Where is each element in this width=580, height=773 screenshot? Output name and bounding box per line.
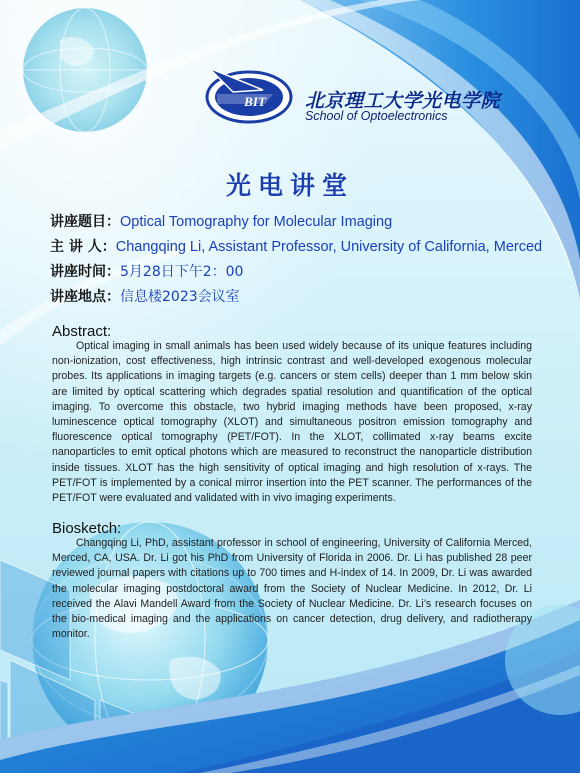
speaker-value: Changqing Li, Assistant Professor, University of California, Merced xyxy=(115,239,543,255)
abstract-text: Optical imaging in small animals has been used widely because of its unique features including non-ionization, cost effectiveness, high intrinsic contrast and well-developed exogenous molecular probes. Its applications in imaging targets (e.g. cancers or stem cells) deeper than 1 mm below skin are limited by optical scattering which degrades spatial resolution and quantification of the optical imaging. To overcome this obstacle, two hybrid imaging methods have been proposed, x-ray luminescence optical tomography (XLOT) and simultaneous positron emission tomography and fluorescence optical tomography (PET/FOT). In the XLOT, collimated x-ray beams excite nanoparticles to emit optical photons which are measured to reconstruct the nanoparticle distribution inside tissues. XLOT has the high sensitivity of optical imaging and high resolution of x-rays. The PET/FOT is implemented by a conical mirror insertion into the PET scanner. The performances of the PET/FOT were evaluated and validated with in vivo imaging experiments. xyxy=(52,340,532,505)
time-value: 5月28日下午2：00 xyxy=(120,264,244,280)
biosketch-text: Changqing Li, PhD, assistant professor in school of engineering, University of California Merced, Merced, CA, USA. Dr. Li got his PhD from University of Florida in 2006. Dr. Li has published 28 peer reviewed journal papers with citations up to 700 times and H-index of 14. In 2009, Dr. Li was awarded the molecular imaging postdoctoral award from the Society of Nuclear Medicine. In 2012, Dr. Li received the Alavi Mandell Award from the Society of Nuclear Medicine. Dr. Li’s research focuses on the bio-medical imaging and the applications on cancer detection, drug delivery, and radiotherapy monitor. xyxy=(52,537,532,641)
time-label: 讲座时间： xyxy=(50,264,120,280)
bit-emblem-icon xyxy=(203,64,299,126)
university-logo-block xyxy=(203,64,503,134)
speaker-label: 主 讲 人： xyxy=(50,239,116,255)
location-label: 讲座地点： xyxy=(50,289,120,305)
info-row-topic xyxy=(50,211,392,231)
topic-label: 讲座题目： xyxy=(50,214,120,230)
info-row-location xyxy=(50,286,240,306)
info-row-time xyxy=(50,261,243,281)
info-row-speaker xyxy=(50,236,542,256)
abstract-heading: Abstract: xyxy=(52,323,112,340)
emblem-text: BIT xyxy=(244,94,266,109)
topic-value: Optical Tomography for Molecular Imaging xyxy=(120,214,393,230)
school-name: School of Optoelectronics xyxy=(305,109,448,123)
biosketch-heading: Biosketch: xyxy=(52,520,122,537)
page-title: 光电讲堂 xyxy=(225,171,354,200)
university-name: 北京理工大学光电学院 xyxy=(305,90,501,112)
location-value: 信息楼2023会议室 xyxy=(120,289,240,305)
